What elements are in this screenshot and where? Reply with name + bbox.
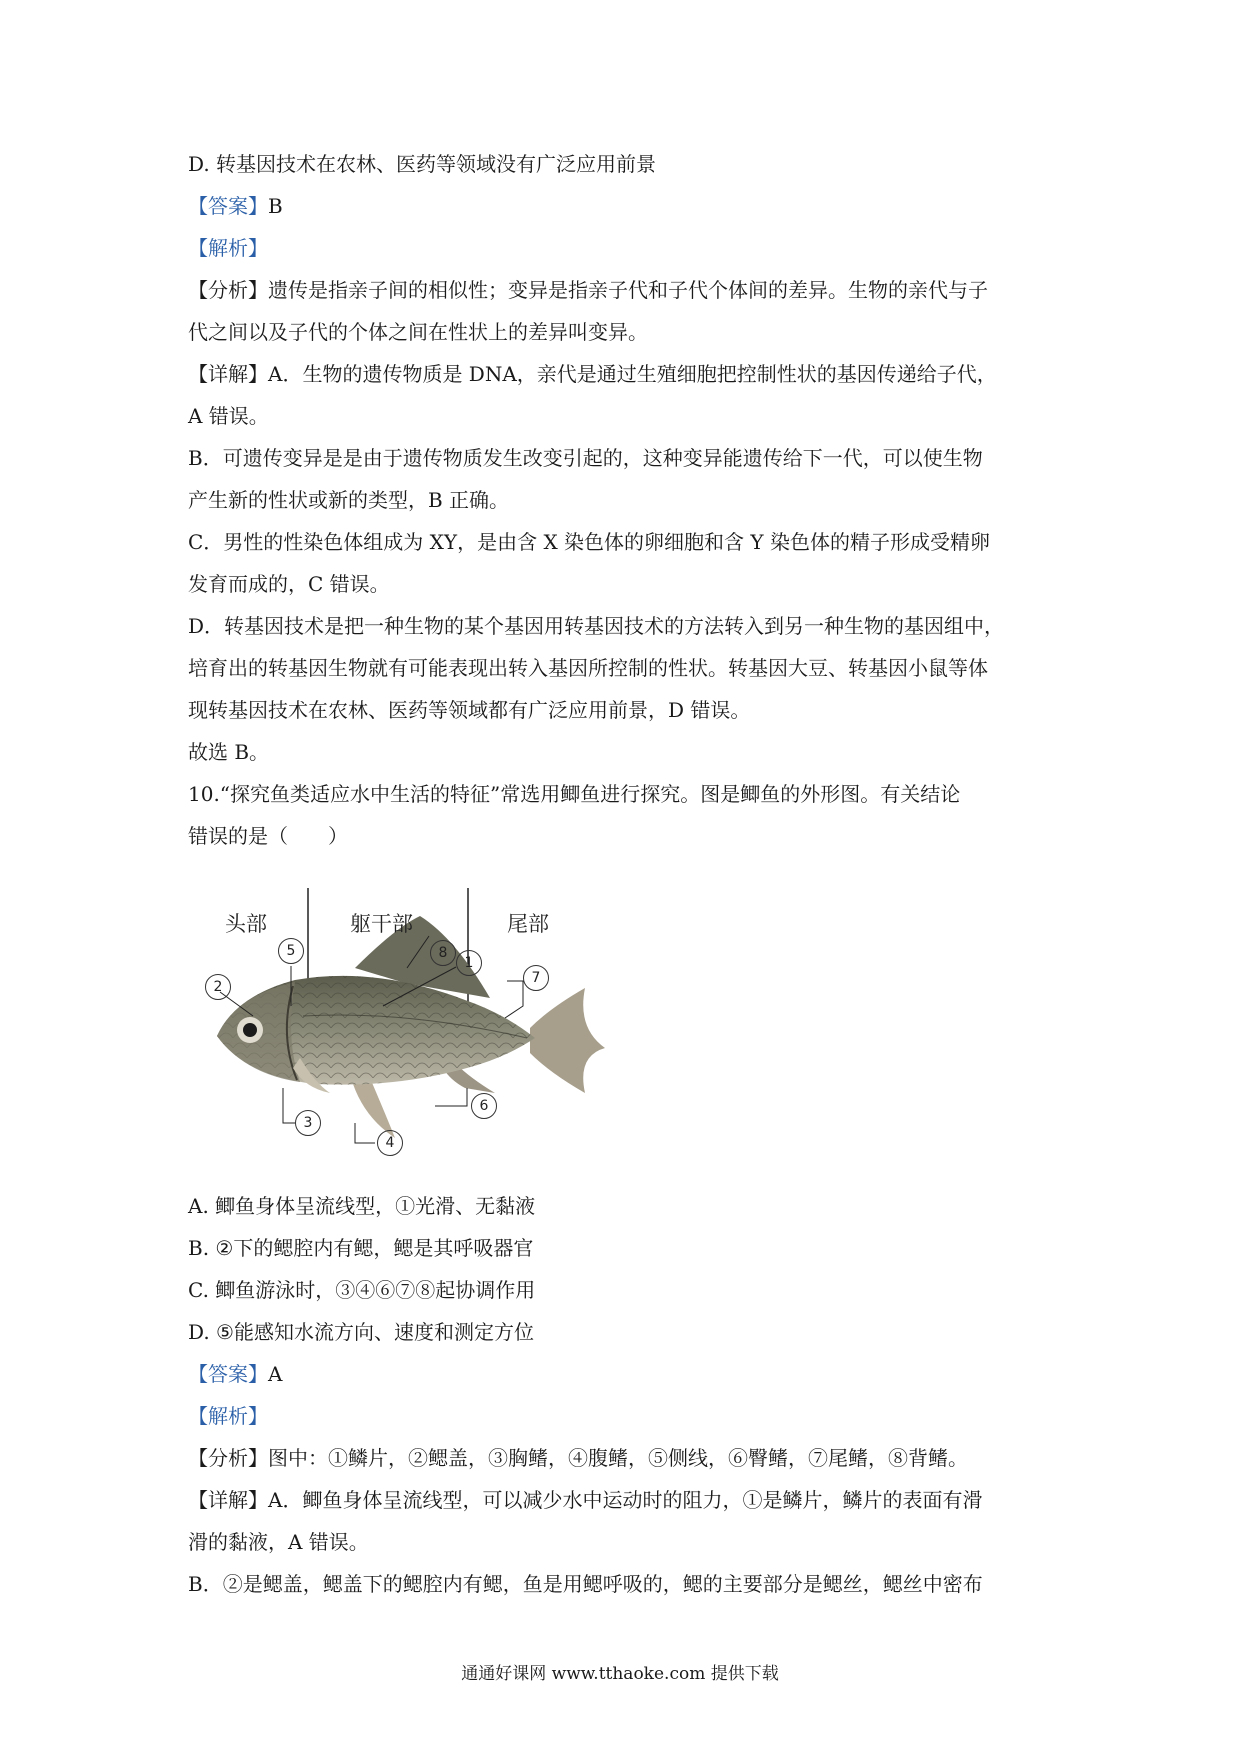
detail-text: A 错误。 [188,404,269,428]
answer-value: A [268,1362,283,1386]
answer-line [188,1360,282,1388]
head-label: 头部 [225,912,267,936]
detail-text: B．②是鳃盖，鳃盖下的鳃腔内有鳃，鱼是用鳃呼吸的，鳃的主要部分是鳃丝，鳃丝中密布 [188,1572,983,1596]
callout-3-pectoral-fin: 3 [295,1110,321,1136]
answer-value: B [268,194,283,218]
callout-6-anal-fin: 6 [471,1093,497,1119]
callout-5-lateral-line: 5 [278,938,304,964]
option-b: B. ②下的鳃腔内有鳃，鳃是其呼吸器官 [188,1236,534,1260]
option-a: A. 鲫鱼身体呈流线型，①光滑、无黏液 [188,1194,536,1218]
analysis-text: 【分析】遗传是指亲子间的相似性；变异是指亲子代和子代个体间的差异。生物的亲代与子 [188,278,988,302]
page-footer: 通通好课网 www.tthaoke.com 提供下载 [461,1664,779,1684]
analysis-text: 代之间以及子代的个体之间在性状上的差异叫变异。 [188,320,648,344]
callout-1-scales: 1 [456,950,482,976]
pelvic-fin [353,1078,395,1138]
callout-2-gill-cover: 2 [205,974,231,1000]
conclusion-text: 故选 B。 [188,740,270,764]
answer-tag: 【答案】 [188,194,268,218]
analysis-heading: 【解析】 [188,1404,268,1428]
option-c: C. 鲫鱼游泳时，③④⑥⑦⑧起协调作用 [188,1278,536,1302]
callout-8-dorsal-fin: 8 [430,940,456,966]
question-10: 错误的是（ ） [188,824,348,848]
tail-fin [530,988,605,1093]
analysis-text: 【分析】图中：①鳞片，②鳃盖，③胸鳍，④腹鳍，⑤侧线，⑥臀鳍，⑦尾鳍，⑧背鳍。 [188,1446,968,1470]
fish-drawing [205,888,635,1170]
detail-text: 【详解】A．鲫鱼身体呈流线型，可以减少水中运动时的阻力，①是鳞片，鳞片的表面有滑 [188,1488,983,1512]
answer-tag: 【答案】 [188,1362,268,1386]
option-d-line: D. 转基因技术在农林、医药等领域没有广泛应用前景 [188,152,657,176]
question-10: 10.“探究鱼类适应水中生活的特征”常选用鲫鱼进行探究。图是鲫鱼的外形图。有关结论 [188,782,961,806]
detail-text: 【详解】A．生物的遗传物质是 DNA，亲代是通过生殖细胞把控制性状的基因传递给子代， [188,362,997,386]
detail-text: 培育出的转基因生物就有可能表现出转入基因所控制的性状。转基因大豆、转基因小鼠等体 [188,656,988,680]
trunk-label: 躯干部 [350,912,413,936]
tail-label: 尾部 [507,912,549,936]
detail-text: 现转基因技术在农林、医药等领域都有广泛应用前景，D 错误。 [188,698,751,722]
detail-text: C．男性的性染色体组成为 XY，是由含 X 染色体的卵细胞和含 Y 染色体的精子形成受精卵 [188,530,990,554]
callout-7-tail-fin: 7 [523,965,549,991]
detail-text: 滑的黏液，A 错误。 [188,1530,369,1554]
option-d: D. ⑤能感知水流方向、速度和测定方位 [188,1320,534,1344]
detail-text: 发育而成的，C 错误。 [188,572,390,596]
answer-line [188,192,283,220]
detail-text: D．转基因技术是把一种生物的某个基因用转基因技术的方法转入到另一种生物的基因组中， [188,614,1005,638]
fish-figure [205,888,635,1170]
analysis-heading: 【解析】 [188,236,268,260]
callout-4-pelvic-fin: 4 [377,1130,403,1156]
detail-text: B．可遗传变异是是由于遗传物质发生改变引起的，这种变异能遗传给下一代，可以使生物 [188,446,983,470]
detail-text: 产生新的性状或新的类型，B 正确。 [188,488,510,512]
